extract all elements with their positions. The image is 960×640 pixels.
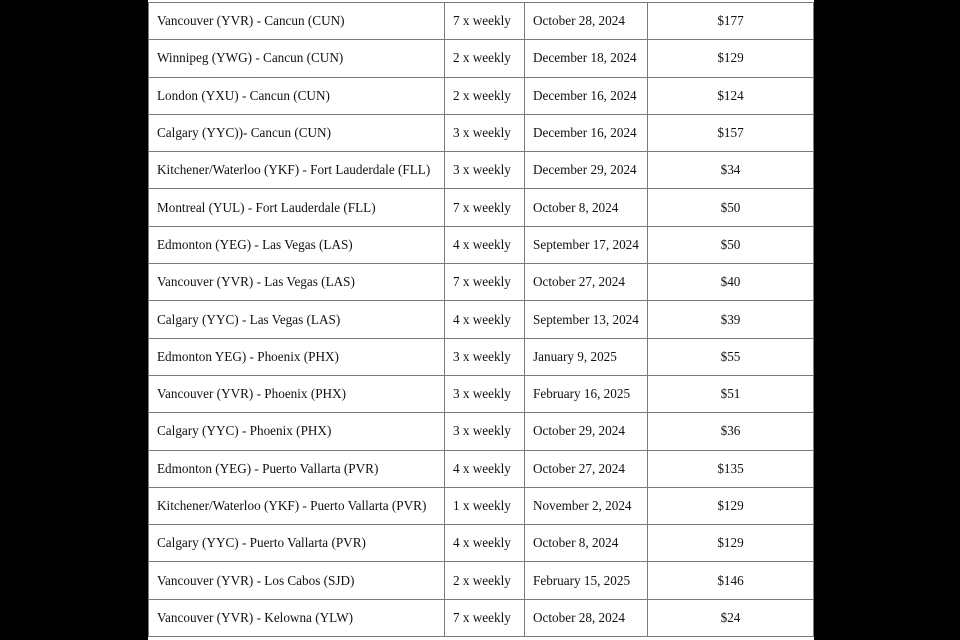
frequency-cell: 4 x weekly (445, 525, 525, 562)
start-date-cell: October 27, 2024 (525, 264, 648, 301)
price-cell: $129 (648, 487, 814, 524)
start-date-cell: October 27, 2024 (525, 450, 648, 487)
start-date-cell: October 8, 2024 (525, 525, 648, 562)
route-cell: Kitchener/Waterloo (YKF) - Puerto Vallarta (PVR) (149, 487, 445, 524)
frequency-cell: 2 x weekly (445, 40, 525, 77)
start-date-cell: September 13, 2024 (525, 301, 648, 338)
frequency-cell: 4 x weekly (445, 450, 525, 487)
price-cell: $51 (648, 375, 814, 412)
route-cell: Vancouver (YVR) - Kelowna (YLW) (149, 599, 445, 636)
start-date-cell: September 17, 2024 (525, 226, 648, 263)
table-row (149, 114, 814, 151)
frequency-cell: 1 x weekly (445, 487, 525, 524)
price-cell: $124 (648, 77, 814, 114)
table-row (149, 264, 814, 301)
route-cell: Calgary (YYC) - Phoenix (PHX) (149, 413, 445, 450)
table-row (149, 562, 814, 599)
route-cell: Edmonton (YEG) - Las Vegas (LAS) (149, 226, 445, 263)
price-cell: $129 (648, 40, 814, 77)
frequency-cell: 7 x weekly (445, 264, 525, 301)
start-date-cell: October 28, 2024 (525, 3, 648, 40)
route-cell: Calgary (YYC) - Las Vegas (LAS) (149, 301, 445, 338)
start-date-cell: October 28, 2024 (525, 599, 648, 636)
frequency-cell: 3 x weekly (445, 413, 525, 450)
frequency-cell: 7 x weekly (445, 3, 525, 40)
table-row (149, 152, 814, 189)
price-cell: $146 (648, 562, 814, 599)
start-date-cell: February 15, 2025 (525, 562, 648, 599)
start-date-cell: October 29, 2024 (525, 413, 648, 450)
price-cell: $135 (648, 450, 814, 487)
price-cell: $34 (648, 152, 814, 189)
frequency-cell: 7 x weekly (445, 599, 525, 636)
frequency-cell: 3 x weekly (445, 114, 525, 151)
start-date-cell: January 9, 2025 (525, 338, 648, 375)
frequency-cell: 7 x weekly (445, 189, 525, 226)
route-cell: Edmonton (YEG) - Puerto Vallarta (PVR) (149, 450, 445, 487)
start-date-cell: February 16, 2025 (525, 375, 648, 412)
route-cell: Winnipeg (YWG) - Cancun (CUN) (149, 40, 445, 77)
start-date-cell: December 16, 2024 (525, 114, 648, 151)
price-cell: $40 (648, 264, 814, 301)
table-row (149, 40, 814, 77)
route-cell: Edmonton YEG) - Phoenix (PHX) (149, 338, 445, 375)
route-cell: Calgary (YYC))- Cancun (CUN) (149, 114, 445, 151)
table-row (149, 487, 814, 524)
price-cell: $36 (648, 413, 814, 450)
route-cell: Kitchener/Waterloo (YKF) - Fort Lauderdale (FLL) (149, 152, 445, 189)
start-date-cell: November 2, 2024 (525, 487, 648, 524)
table-row (149, 375, 814, 412)
frequency-cell: 4 x weekly (445, 301, 525, 338)
price-cell: $157 (648, 114, 814, 151)
start-date-cell: December 29, 2024 (525, 152, 648, 189)
start-date-cell: December 18, 2024 (525, 40, 648, 77)
table-row (149, 525, 814, 562)
table-row (149, 77, 814, 114)
start-date-cell: October 8, 2024 (525, 189, 648, 226)
price-cell: $24 (648, 599, 814, 636)
price-cell: $55 (648, 338, 814, 375)
route-cell: Calgary (YYC) - Puerto Vallarta (PVR) (149, 525, 445, 562)
route-cell: Vancouver (YVR) - Cancun (CUN) (149, 3, 445, 40)
frequency-cell: 3 x weekly (445, 375, 525, 412)
frequency-cell: 2 x weekly (445, 77, 525, 114)
frequency-cell: 3 x weekly (445, 152, 525, 189)
table-row (149, 413, 814, 450)
frequency-cell: 3 x weekly (445, 338, 525, 375)
table-row (149, 301, 814, 338)
price-cell: $39 (648, 301, 814, 338)
table-row (149, 450, 814, 487)
route-cell: Vancouver (YVR) - Phoenix (PHX) (149, 375, 445, 412)
price-cell: $50 (648, 189, 814, 226)
frequency-cell: 4 x weekly (445, 226, 525, 263)
route-cell: Montreal (YUL) - Fort Lauderdale (FLL) (149, 189, 445, 226)
table-row (149, 3, 814, 40)
route-cell: Vancouver (YVR) - Los Cabos (SJD) (149, 562, 445, 599)
document-page (148, 0, 814, 640)
table-row (149, 189, 814, 226)
route-cell: Vancouver (YVR) - Las Vegas (LAS) (149, 264, 445, 301)
routes-table-body (149, 3, 814, 637)
price-cell: $50 (648, 226, 814, 263)
frequency-cell: 2 x weekly (445, 562, 525, 599)
price-cell: $129 (648, 525, 814, 562)
table-row (149, 338, 814, 375)
start-date-cell: December 16, 2024 (525, 77, 648, 114)
price-cell: $177 (648, 3, 814, 40)
table-row (149, 599, 814, 636)
routes-table (148, 2, 814, 637)
route-cell: London (YXU) - Cancun (CUN) (149, 77, 445, 114)
table-row (149, 226, 814, 263)
